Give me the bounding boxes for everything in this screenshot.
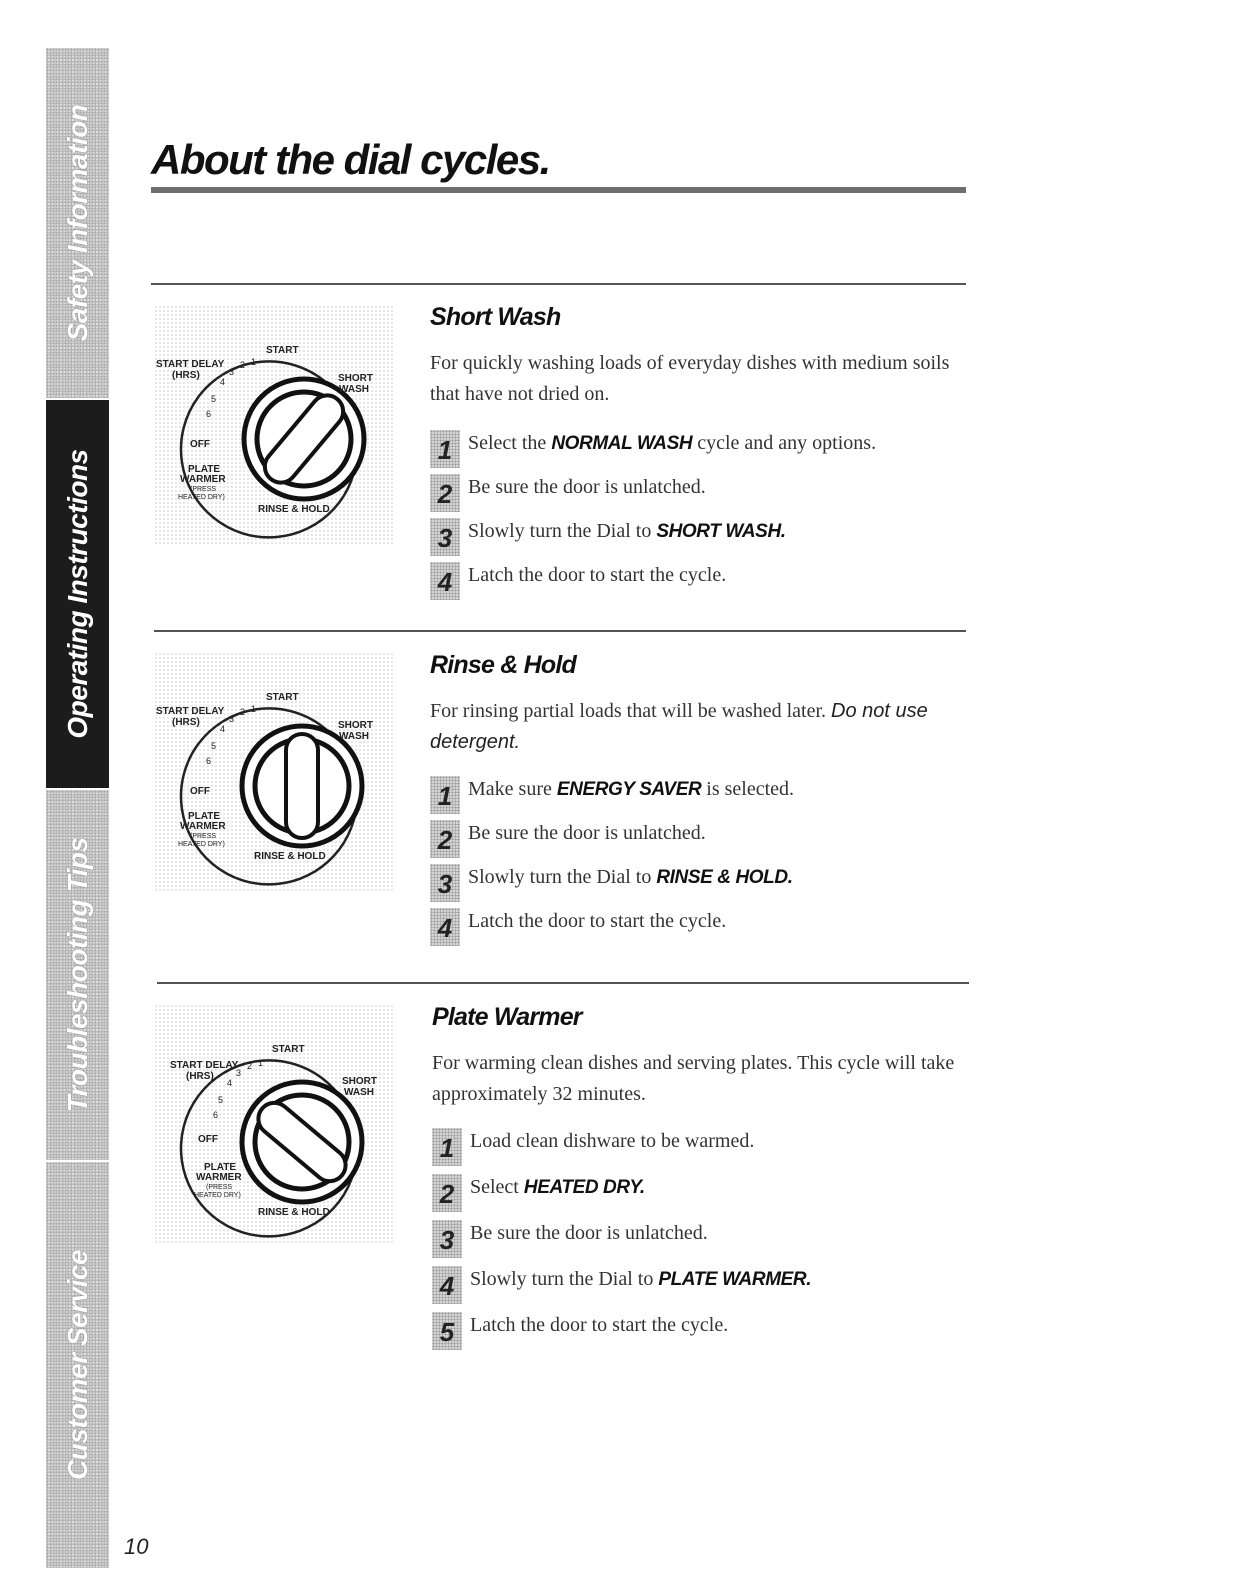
section-description: For warming clean dishes and serving plates. This cycle will take approximately 32 minutes. xyxy=(432,1052,955,1105)
dial-label-plate: PLATE xyxy=(188,811,221,822)
dial-delay-number: 3 xyxy=(229,714,235,724)
step-text: Make sure ENERGY SAVER is selected. xyxy=(468,778,795,800)
dial-illustration-short-wash xyxy=(154,305,394,545)
step-number-badge: 2 xyxy=(432,1174,462,1212)
dial-delay-number: 1 xyxy=(251,704,257,714)
section-tabs xyxy=(46,48,109,1570)
dial-label-rinse-hold: RINSE & HOLD xyxy=(258,1207,330,1218)
dial-label-off: OFF xyxy=(190,439,210,450)
dial-delay-number: 2 xyxy=(240,360,246,370)
step-number-badge: 3 xyxy=(430,864,460,902)
dial-illustration-rinse-hold xyxy=(154,652,394,892)
tab-troubleshooting-tips[interactable] xyxy=(46,790,109,1162)
step-number-badge: 4 xyxy=(432,1266,462,1304)
section-description: For quickly washing loads of everyday dishes with medium soils that have not dried on. xyxy=(430,352,950,405)
tab-safety-information[interactable] xyxy=(46,48,109,400)
step-number-badge: 3 xyxy=(430,518,460,556)
title-divider xyxy=(151,187,966,193)
step-number-badge: 2 xyxy=(430,820,460,858)
dial-delay-number: 3 xyxy=(236,1068,242,1078)
dial-label-start: START xyxy=(266,345,299,356)
dial-label-warmer: WARMER xyxy=(196,1172,242,1183)
dial-delay-number: 4 xyxy=(220,724,226,734)
step-number-badge: 2 xyxy=(430,474,460,512)
dial-label-wash: WASH xyxy=(344,1087,374,1098)
dial-label-short: SHORT xyxy=(342,1076,377,1087)
dial-label-start-delay: START DELAY xyxy=(156,706,225,717)
dial-delay-number: 1 xyxy=(258,1058,264,1068)
dial-label-off: OFF xyxy=(198,1134,218,1145)
step-text: Slowly turn the Dial to SHORT WASH. xyxy=(468,520,786,542)
dial-delay-number: 2 xyxy=(240,707,246,717)
dial-label-press: (PRESS xyxy=(190,486,217,493)
step-text: Load clean dishware to be warmed. xyxy=(470,1130,755,1152)
tab-label: Customer Service xyxy=(61,1249,93,1481)
step-text: Slowly turn the Dial to PLATE WARMER. xyxy=(470,1268,812,1290)
dial-label-off: OFF xyxy=(190,786,210,797)
step-text: Select HEATED DRY. xyxy=(470,1176,645,1198)
dial-label-wash: WASH xyxy=(339,731,369,742)
step-number-badge: 4 xyxy=(430,908,460,946)
dial-label-warmer: WARMER xyxy=(180,474,226,485)
step-text: Latch the door to start the cycle. xyxy=(470,1314,729,1336)
dial-delay-number: 5 xyxy=(218,1095,224,1105)
step-number-badge: 1 xyxy=(432,1128,462,1166)
dial-delay-number: 6 xyxy=(206,756,212,766)
dial-label-start: START xyxy=(272,1044,305,1055)
page-title: About the dial cycles. xyxy=(151,136,550,183)
step-number-badge: 3 xyxy=(432,1220,462,1258)
step-text: Latch the door to start the cycle. xyxy=(468,910,727,932)
dial-delay-number: 1 xyxy=(251,357,257,367)
step-number-badge: 5 xyxy=(432,1312,462,1350)
tab-customer-service[interactable] xyxy=(46,1162,109,1570)
dial-delay-number: 4 xyxy=(220,377,226,387)
dial-delay-number: 2 xyxy=(247,1061,253,1071)
step-text: Latch the door to start the cycle. xyxy=(468,564,727,586)
dial-delay-number: 6 xyxy=(213,1110,219,1120)
step-text: Slowly turn the Dial to RINSE & HOLD. xyxy=(468,866,793,888)
dial-label-hrs: (HRS) xyxy=(186,1071,214,1082)
dial-label-start-delay: START DELAY xyxy=(170,1060,239,1071)
dial-delay-number: 3 xyxy=(229,367,235,377)
dial-label-press: (PRESS xyxy=(206,1184,233,1191)
dial-label-rinse-hold: RINSE & HOLD xyxy=(258,504,330,515)
dial-label-start-delay: START DELAY xyxy=(156,359,225,370)
page-number: 10 xyxy=(124,1534,149,1559)
dial-label-wash: WASH xyxy=(339,384,369,395)
step-number-badge: 4 xyxy=(430,562,460,600)
step-number-badge: 1 xyxy=(430,776,460,814)
dial-label-warmer: WARMER xyxy=(180,821,226,832)
step-text: Be sure the door is unlatched. xyxy=(468,476,706,498)
tab-operating-instructions[interactable] xyxy=(46,400,109,790)
dial-label-hrs: (HRS) xyxy=(172,717,200,728)
dial-label-heated-dry: HEATED DRY) xyxy=(178,841,225,848)
dial-label-press: (PRESS xyxy=(190,833,217,840)
section-description: For rinsing partial loads that will be washed later. Do not use detergent. xyxy=(430,700,928,753)
section-heading-short-wash: Short Wash xyxy=(430,303,561,331)
tab-label: Troubleshooting Tips xyxy=(61,837,93,1113)
dial-label-rinse-hold: RINSE & HOLD xyxy=(254,851,326,862)
tab-label: Safety Information xyxy=(61,104,93,342)
dial-delay-number: 5 xyxy=(211,394,217,404)
tab-label: Operating Instructions xyxy=(61,449,93,739)
dial-illustration-plate-warmer xyxy=(154,1004,394,1244)
section-divider xyxy=(157,982,969,984)
section-heading-plate-warmer: Plate Warmer xyxy=(432,1003,582,1031)
step-text: Select the NORMAL WASH cycle and any options. xyxy=(468,432,877,454)
section-divider xyxy=(154,630,966,632)
dial-label-heated-dry: HEATED DRY) xyxy=(178,494,225,501)
dial-label-start: START xyxy=(266,692,299,703)
step-number-badge: 1 xyxy=(430,430,460,468)
dial-delay-number: 4 xyxy=(227,1078,233,1088)
section-heading-rinse-hold: Rinse & Hold xyxy=(430,651,576,679)
dial-label-heated-dry: HEATED DRY) xyxy=(194,1192,241,1199)
section-divider xyxy=(151,283,966,285)
dial-delay-number: 6 xyxy=(206,409,212,419)
dial-label-short: SHORT xyxy=(338,720,373,731)
dial-label-short: SHORT xyxy=(338,373,373,384)
dial-label-hrs: (HRS) xyxy=(172,370,200,381)
dial-label-plate: PLATE xyxy=(204,1162,237,1173)
dial-label-plate: PLATE xyxy=(188,464,221,475)
step-text: Be sure the door is unlatched. xyxy=(470,1222,708,1244)
dial-delay-number: 5 xyxy=(211,741,217,751)
step-text: Be sure the door is unlatched. xyxy=(468,822,706,844)
